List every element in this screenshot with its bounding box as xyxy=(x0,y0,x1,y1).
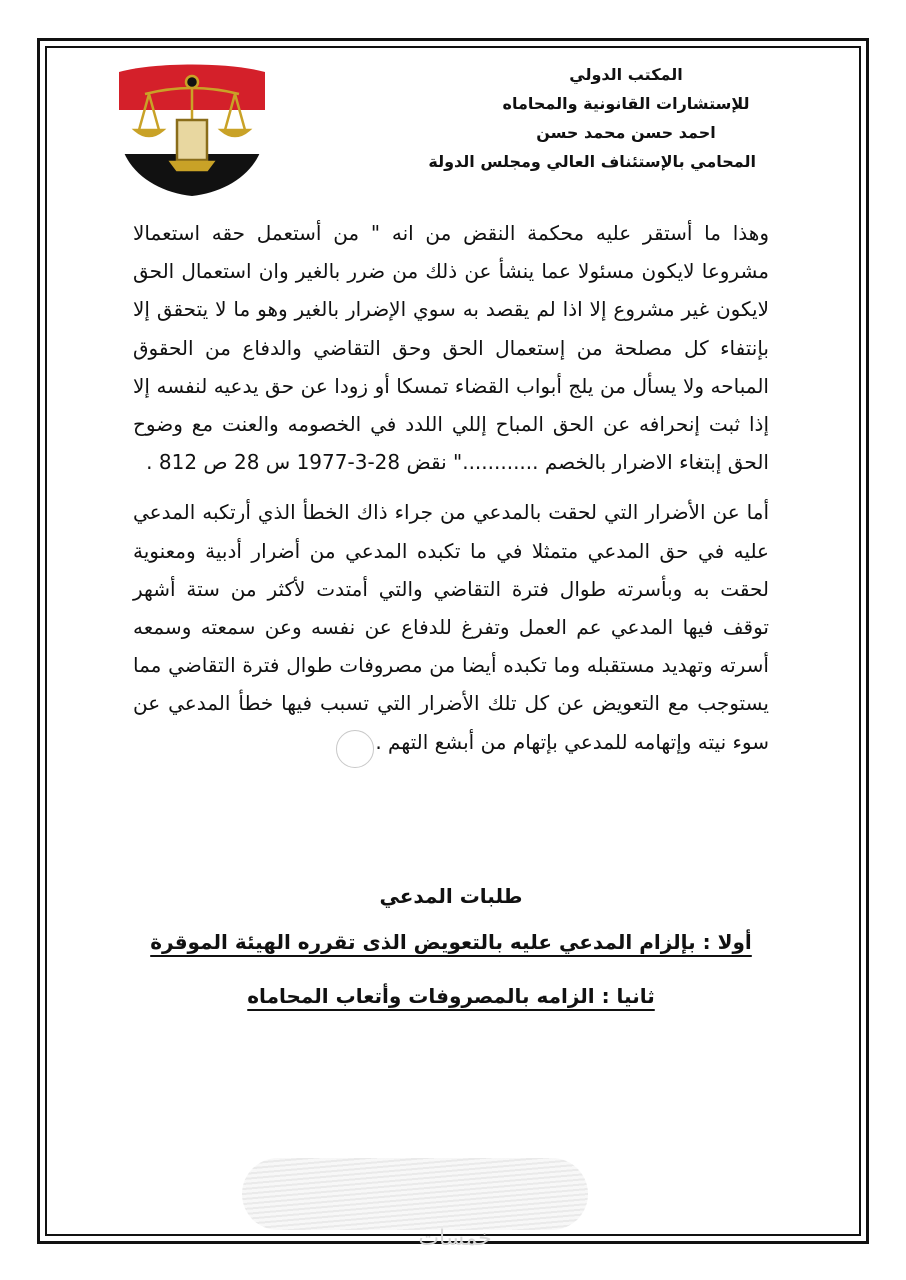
cursor-ring xyxy=(336,730,374,768)
paragraph-court-ruling: وهذا ما أستقر عليه محكمة النقض من انه " من أستعمل حقه استعمالا مشروعا لايكون مسئولا عما ينشأ عن ذلك من ضرر بالغير وان استعمال الحق لايكون غير مشروع إلا اذا لم يقصد به سوي الإضرار بالغير وهو ما لا يتحقق إلا بإنتفاء كل مصلحة من إستعمال الحق وحق التقاضي والدفاع من الحقوق المباحه ولا يسأل من يلج أبواب القضاء تمسكا أو زودا عن حق يدعيه لنفسه إلا إذا ثبت إنحرافه عن الحق المباح إللي اللدد في الخصومه والعنت مع وضوح الحق إبتغاء الاضرار بالخصم ............" نقض 28-3-1977 س 28 ص 812 . xyxy=(133,221,769,475)
request-second: ثانيا : الزامه بالمصروفات وأتعاب المحاماه xyxy=(247,984,655,1008)
lawyer-name: احمد حسن محمد حسن xyxy=(536,123,716,142)
letterhead xyxy=(376,60,756,176)
watermark: خمسات xyxy=(418,1226,492,1251)
document-body xyxy=(133,214,769,761)
lawyer-title: المحامي بالإستئناف العالي ومجلس الدولة xyxy=(428,152,756,171)
office-specialty: للإستشارات القانونية والمحاماه xyxy=(502,94,750,113)
paragraph-damages: أما عن الأضرار التي لحقت بالمدعي من جراء ذاك الخطأ الذي أرتكبه المدعي عليه في حق المدعي متمثلا في ما تكبده المدعي من أضرار أدبية ومعنوية لحقت به وبأسرته طوال فترة التقاضي والتي أمتدت لأكثر من ستة أشهر توقف فيها المدعي عم العمل وتفرغ للدفاع عن نفسه وعن سمعته وسمعه أسرته وتهديد مستقبله وما تكبده أيضا من مصروفات طوال فترة التقاضي مما يستوجب مع التعويض عن كل تلك الأضرار التي تسبب فيها خطأ المدعي عن سوء نيته وإتهامه للمدعي بإتهام من أبشع التهم . xyxy=(133,500,769,754)
office-name: المكتب الدولي xyxy=(569,65,683,84)
blurred-signature-stamp xyxy=(242,1158,588,1230)
request-first: أولا : بإلزام المدعي عليه بالتعويض الذى تقرره الهيئة الموقرة xyxy=(150,930,752,954)
scales-of-justice-logo-icon xyxy=(115,58,269,198)
requests-title: طلبات المدعي xyxy=(379,884,523,908)
